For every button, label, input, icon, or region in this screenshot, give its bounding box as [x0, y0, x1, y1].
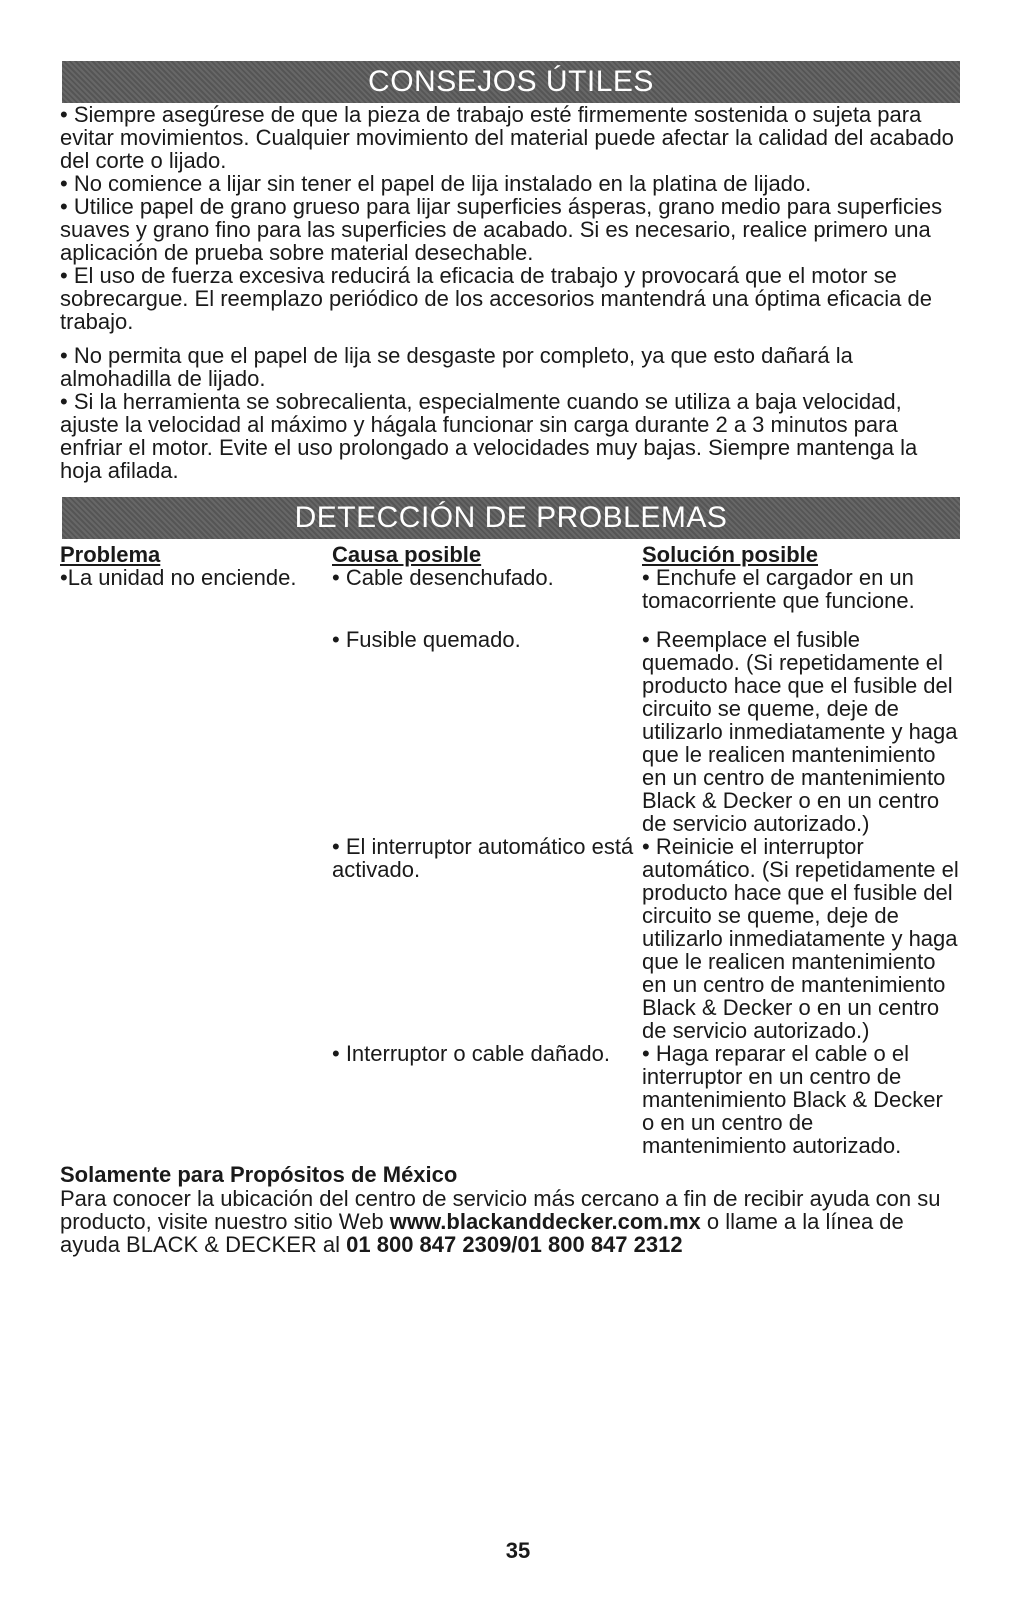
- solution-cell: • Reemplace el fusible quemado. (Si repetidamente el producto hace que el fusible del circuito se queme, deje de utilizarlo inmediatamente y haga que le realicen mantenimiento en un centro de mantenimiento Black & Decker o en un centro de servicio autorizado.): [642, 627, 958, 836]
- tip-item: • No permita que el papel de lija se desgaste por completo, ya que esto dañará la almohadilla de lijado.: [60, 343, 853, 391]
- solution-cell: • Enchufe el cargador en un tomacorriente que funcione.: [642, 565, 915, 613]
- tip-item: • El uso de fuerza excesiva reducirá la eficacia de trabajo y provocará que el motor se sobrecargue. El reemplazo periódico de los accesorios mantendrá una óptima eficacia de trabajo.: [60, 263, 932, 334]
- header-cause: Causa posible: [332, 542, 482, 567]
- header-solution: Solución posible: [642, 542, 819, 567]
- solution-cell: • Haga reparar el cable o el interruptor en un centro de mantenimiento Black & Decker o en un centro de mantenimiento autorizado.: [642, 1041, 943, 1158]
- problem-cell-empty: [60, 1042, 332, 1157]
- mexico-section: [60, 1163, 960, 1256]
- page-number: 35: [505, 1538, 531, 1563]
- tips-banner: CONSEJOS ÚTILES: [62, 61, 960, 103]
- cause-cell: • El interruptor automático está activado.: [332, 834, 634, 882]
- problem-cell: •La unidad no enciende.: [60, 565, 297, 590]
- mexico-title: Solamente para Propósitos de México: [60, 1162, 458, 1187]
- cause-cell: • Cable desenchufado.: [332, 565, 554, 590]
- solution-cell: • Reinicie el interruptor automático. (Si repetidamente el producto hace que el fusible del circuito se queme, deje de utilizarlo inmediatamente y haga que le realicen mantenimiento en un centro de mantenimiento Black & Decker o en un centro de servicio autorizado.): [642, 834, 959, 1043]
- problem-cell-empty: [60, 835, 332, 1042]
- tip-item: • Si la herramienta se sobrecalienta, especialmente cuando se utiliza a baja velocidad, ajuste la velocidad al máximo y hágala funcionar sin carga durante 2 a 3 minutos para enfriar el motor. Evite el uso prolongado a velocidades muy bajas. Siempre mantenga la hoja afilada.: [60, 389, 918, 483]
- cause-cell: • Interruptor o cable dañado.: [332, 1041, 610, 1066]
- tip-item: • Utilice papel de grano grueso para lijar superficies ásperas, grano medio para superficies suaves y grano fino para las superficies de acabado. Si es necesario, realice primero una aplicación de prueba sobre material desechable.: [60, 194, 943, 265]
- problem-cell-empty: [60, 628, 332, 835]
- website-link[interactable]: www.blackanddecker.com.mx: [389, 1209, 701, 1234]
- cause-cell: • Fusible quemado.: [332, 627, 521, 652]
- manual-page: [60, 61, 960, 1256]
- tip-item: • No comience a lijar sin tener el papel de lija instalado en la platina de lijado.: [60, 171, 812, 196]
- header-problem: Problema: [60, 542, 161, 567]
- troubleshooting-table: [60, 543, 960, 1157]
- tip-item: • Siempre asegúrese de que la pieza de trabajo esté firmemente sostenida o sujeta para evitar movimientos. Cualquier movimiento del material puede afectar la calidad del acabado del corte o lijado.: [60, 102, 954, 173]
- phone-number: 01 800 847 2309/01 800 847 2312: [346, 1232, 683, 1257]
- tips-list: [60, 103, 960, 482]
- mexico-text-before: Para conocer la ubicación del centro de servicio más cercano a fin de recibir ayuda con su producto, visite nuestro sitio Web: [60, 1186, 941, 1234]
- troubleshooting-banner: DETECCIÓN DE PROBLEMAS: [62, 497, 960, 539]
- mexico-text: [60, 1187, 960, 1256]
- mexico-text-middle: o llame a la línea de ayuda BLACK & DECKER al: [60, 1209, 904, 1257]
